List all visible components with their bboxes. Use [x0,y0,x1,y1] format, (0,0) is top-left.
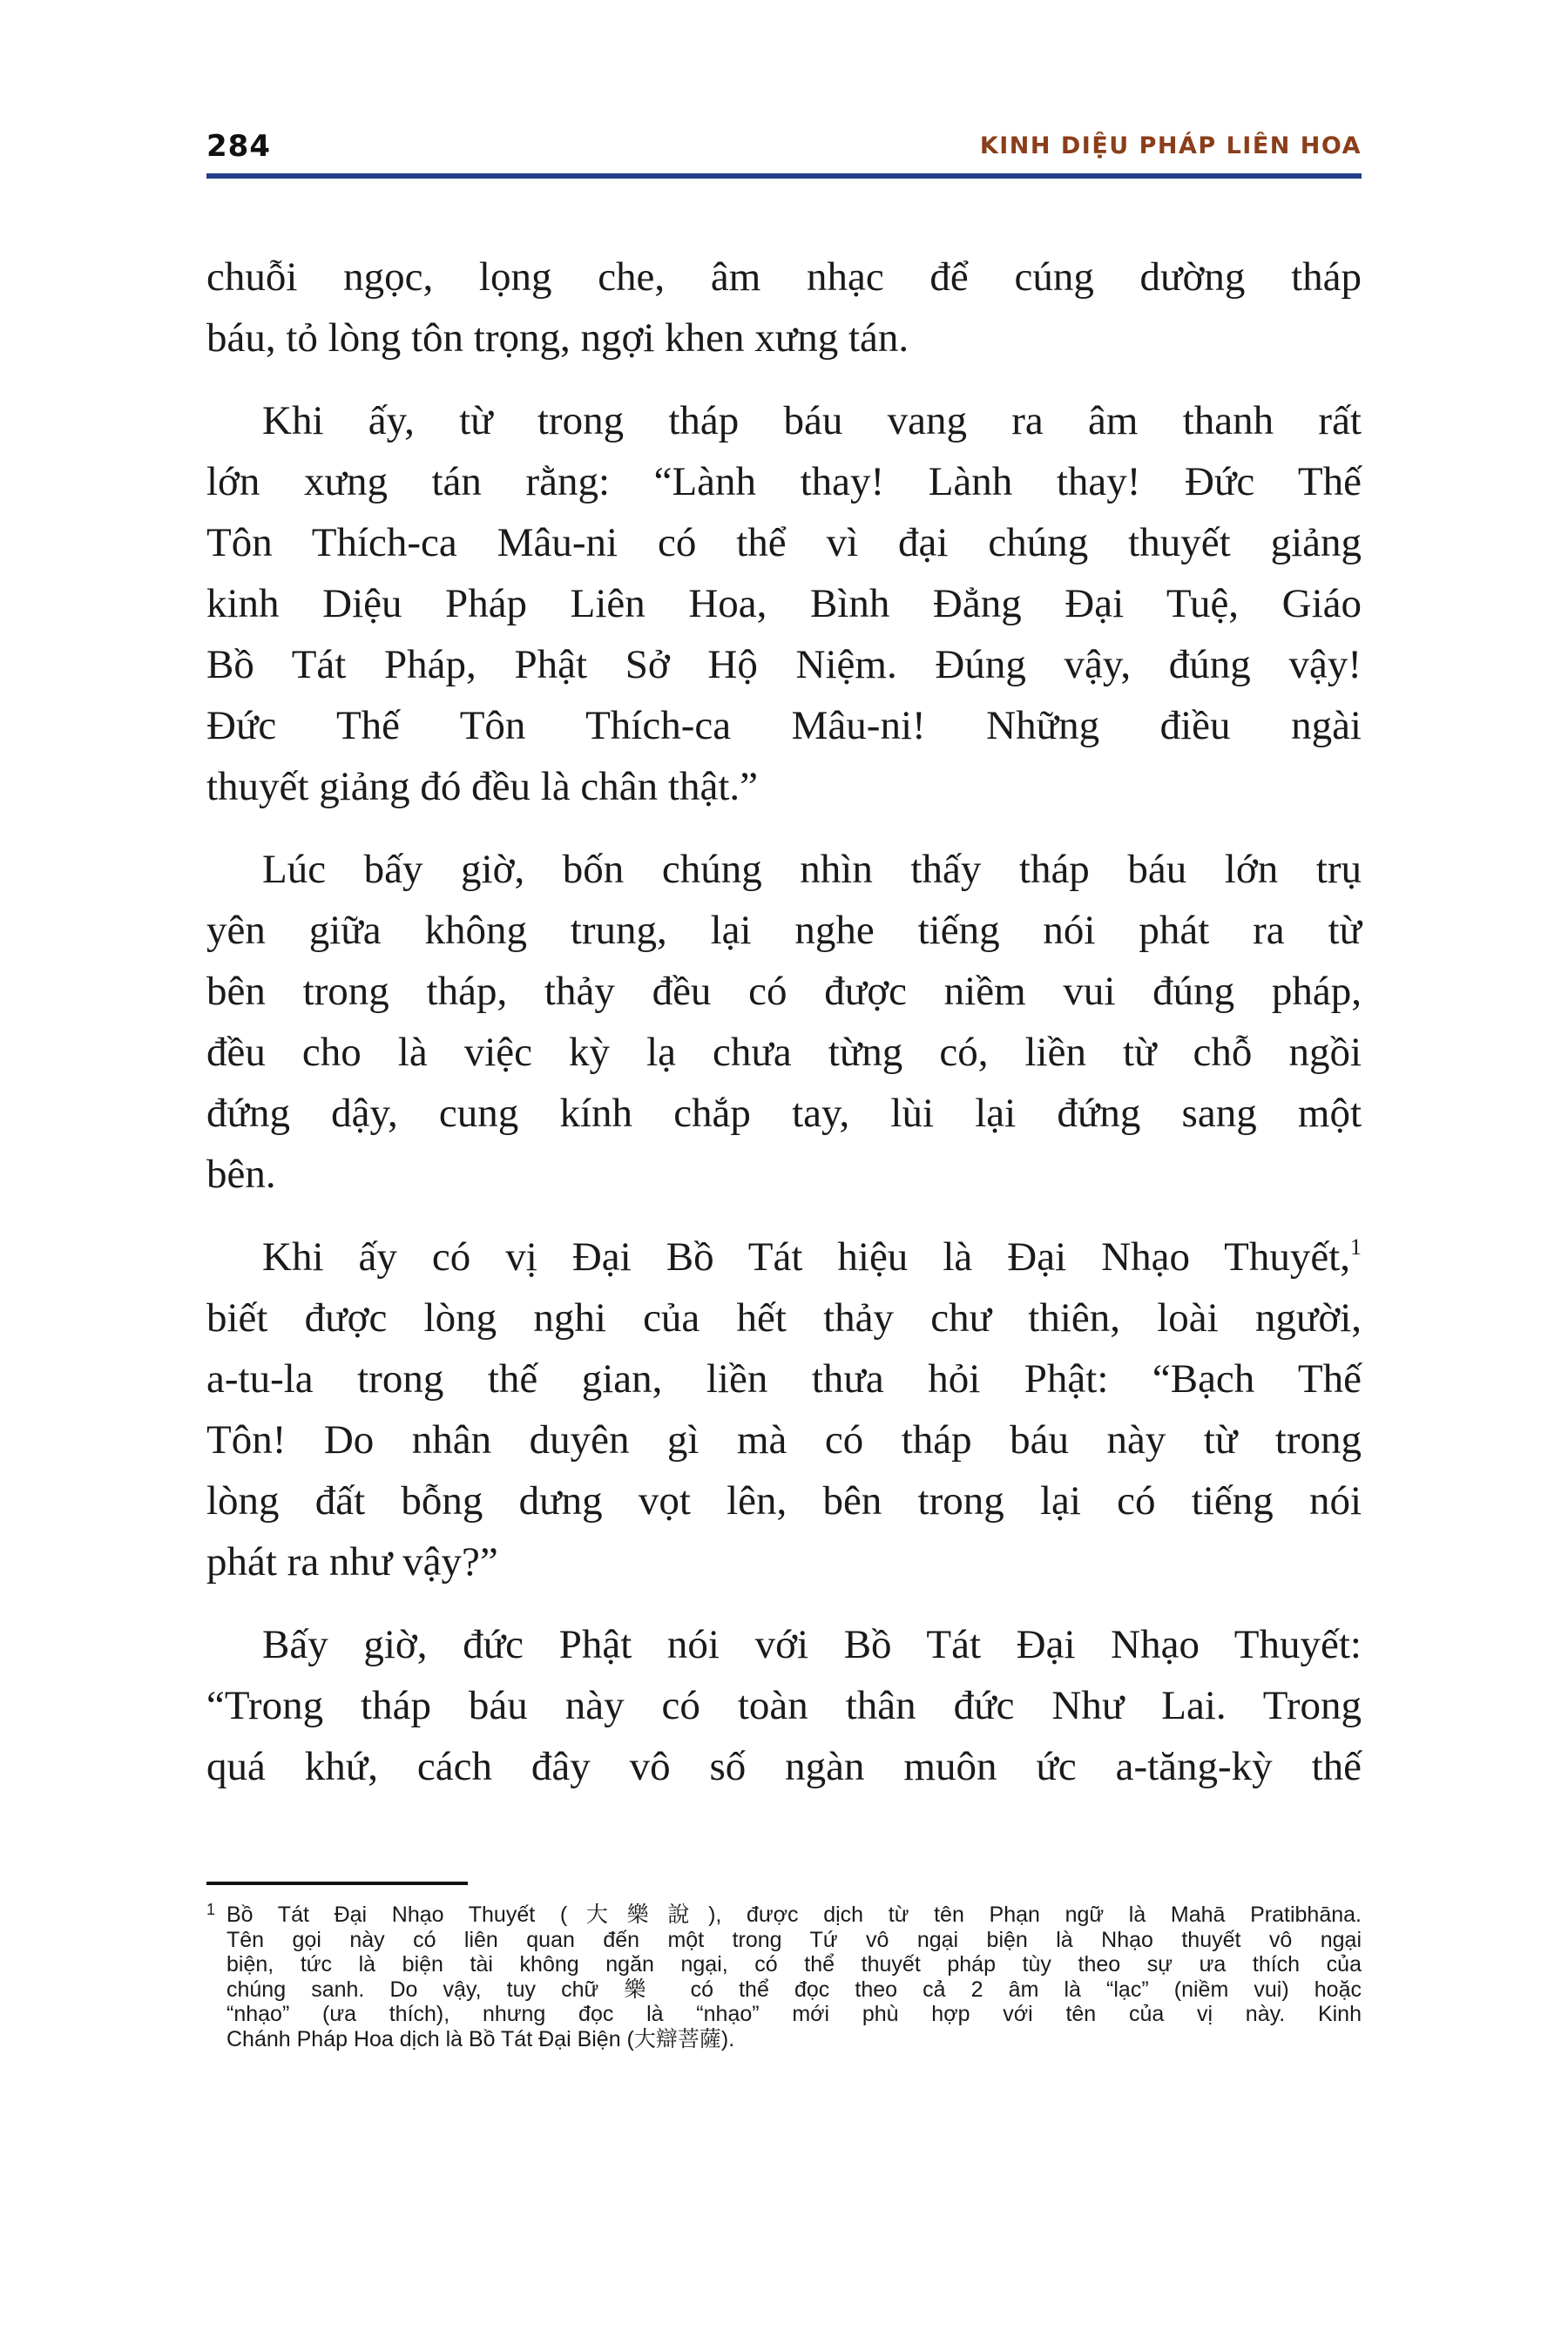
text-line: lớn xưng tán rằng: “Lành thay! Lành thay! Đức Thế [206,459,1362,504]
text-line: Tôn Thích-ca Mâu-ni có thể vì đại chúng thuyết giảng [206,520,1362,565]
text-line: Khi ấy có vị Đại Bồ Tát hiệu là Đại Nhạo Thuyết, [262,1234,1350,1280]
text-line: Lúc bấy giờ, bốn chúng nhìn thấy tháp báu lớn trụ [262,847,1362,892]
text-line: a-tu-la trong thế gian, liền thưa hỏi Phật: “Bạch Thế [206,1356,1362,1402]
footnote-line: “nhạo” (ưa thích), nhưng đọc là “nhạo” mới phù hợp với tên của vị này. Kinh [226,2002,1362,2026]
header-rule [206,173,1362,179]
footnote-line: Chánh Pháp Hoa dịch là Bồ Tát Đại Biện (大辯菩薩). [226,2026,735,2051]
footnote-line [206,1903,1362,1928]
text-line: thuyết giảng đó đều là chân thật.” [206,764,758,809]
footnote-reference[interactable]: 1 [1350,1234,1362,1260]
text-line: đứng dậy, cung kính chắp tay, lùi lại đứng sang một [206,1091,1362,1136]
text-line: Đức Thế Tôn Thích-ca Mâu-ni! Những điều ngài [206,703,1362,748]
text-line: lòng đất bỗng dưng vọt lên, bên trong lại có tiếng nói [206,1478,1362,1524]
paragraph [206,1614,1362,1797]
paragraph [206,390,1362,817]
footnote-line: chúng sanh. Do vậy, tuy chữ 樂 có thể đọc theo cả 2 âm là “lạc” (niềm vui) hoặc [226,1977,1362,2002]
text-line: Khi ấy, từ trong tháp báu vang ra âm thanh rất [262,398,1362,443]
footnote-text: Bồ Tát Đại Nhạo Thuyết (大樂說), được dịch từ tên Phạn ngữ là Mahā Pratibhāna. [226,1903,1362,1927]
body-text [206,247,1362,1819]
text-line: Bồ Tát Pháp, Phật Sở Hộ Niệm. Đúng vậy, đúng vậy! [206,642,1362,687]
text-line: phát ra như vậy?” [206,1539,498,1585]
footnotes [206,1903,1362,2051]
text-line: Tôn! Do nhân duyên gì mà có tháp báu này từ trong [206,1417,1362,1463]
page-header [206,122,1362,166]
text-line: bên. [206,1152,276,1197]
footnote-line: biện, tức là biện tài không ngăn ngại, có thể thuyết pháp tùy theo sự ưa thích của [226,1952,1362,1977]
footnote-line: Tên gọi này có liên quan đến một trong Tứ vô ngại biện là Nhạo thuyết vô ngại [226,1927,1362,1952]
text-line: “Trong tháp báu này có toàn thân đức Như Lai. Trong [206,1683,1362,1728]
text-line: biết được lòng nghi của hết thảy chư thiên, loài người, [206,1295,1362,1341]
text-line: Bấy giờ, đức Phật nói với Bồ Tát Đại Nhạo Thuyết: [262,1622,1362,1667]
page-number: 284 [206,129,271,164]
text-line-with-footnote [206,1227,1362,1288]
footnote-marker: 1 [206,1901,216,1918]
text-line: quá khứ, cách đây vô số ngàn muôn ức a-tăng-kỳ thế [206,1744,1362,1789]
running-title: KINH DIỆU PHÁP LIÊN HOA [979,132,1362,159]
footnote-separator [206,1882,468,1885]
text-line: đều cho là việc kỳ lạ chưa từng có, liền từ chỗ ngồi [206,1030,1362,1075]
text-line: báu, tỏ lòng tôn trọng, ngợi khen xưng tán. [206,315,909,361]
paragraph [206,839,1362,1205]
text-line: chuỗi ngọc, lọng che, âm nhạc để cúng dường tháp [206,254,1362,300]
paragraph [206,1227,1362,1592]
text-line: kinh Diệu Pháp Liên Hoa, Bình Đẳng Đại Tuệ, Giáo [206,581,1362,626]
paragraph [206,247,1362,368]
text-line: bên trong tháp, thảy đều có được niềm vui đúng pháp, [206,969,1362,1014]
text-line: yên giữa không trung, lại nghe tiếng nói phát ra từ [206,908,1362,953]
